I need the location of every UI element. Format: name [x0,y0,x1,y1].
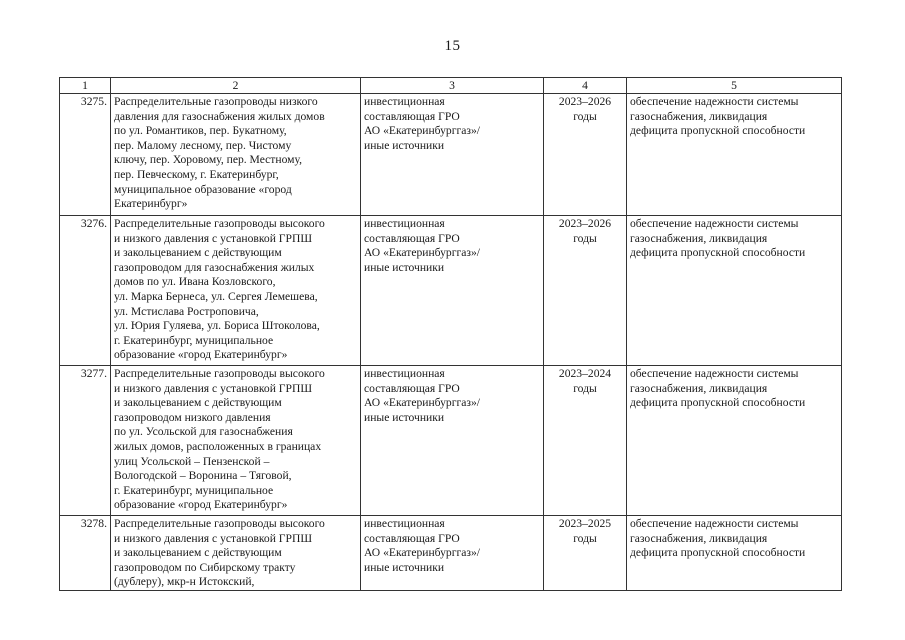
text-line: иные источники [364,410,445,424]
text-line: АО «Екатеринбурггаз»/ [364,396,480,410]
text-line: дефицита пропускной способности [630,396,806,410]
text-line: 2023–2024 [558,367,612,380]
table-header-row [60,78,842,94]
text-line: Екатеринбург» [114,197,188,211]
text-line: пер. Малому лесному, пер. Чистому [114,138,292,152]
text-line: и низкого давления с установкой ГРПШ [114,381,313,395]
text-line: ключу, пер. Хоровому, пер. Местному, [114,153,303,167]
text-line: образование «город Екатеринбург» [114,498,288,512]
text-line: газоснабжения, ликвидация [630,231,768,245]
text-line: обеспечение надежности системы [630,95,799,108]
row-number: 3277. [60,366,111,516]
text-line: Распределительные газопроводы низкого [114,95,318,108]
text-line: инвестиционная [364,217,445,230]
row-number: 3275. [60,94,111,216]
text-line: (дублеру), мкр-н Истокский, [114,575,255,589]
text-line: газопроводом для газоснабжения жилых [114,260,315,274]
text-line: инвестиционная [364,517,445,530]
text-line: по ул. Романтиков, пер. Букатному, [114,124,287,138]
text-line: дефицита пропускной способности [630,124,806,138]
period [544,366,627,516]
text-line: составляющая ГРО [364,381,460,395]
object-description [111,216,361,366]
text-line: пер. Певческому, г. Екатеринбург, [114,167,279,181]
text-line: ул. Марка Бернеса, ул. Сергея Лемешева, [114,289,318,303]
text-line: годы [573,231,597,245]
text-line: обеспечение надежности системы [630,217,799,230]
text-line: газопроводом низкого давления [114,410,271,424]
text-line: 2023–2025 [558,517,612,530]
text-line: и низкого давления с установкой ГРПШ [114,531,313,545]
text-line: газоснабжения, ликвидация [630,531,768,545]
text-line: Распределительные газопроводы высокого [114,517,325,530]
text-line: инвестиционная [364,95,445,108]
text-line: образование «город Екатеринбург» [114,348,288,362]
column-header: 4 [544,78,627,94]
period [544,516,627,591]
object-description [111,94,361,216]
purpose [627,366,842,516]
text-line: и низкого давления с установкой ГРПШ [114,231,313,245]
text-line: домов по ул. Ивана Козловского, [114,275,276,289]
text-line: газоснабжения, ликвидация [630,381,768,395]
text-line: составляющая ГРО [364,109,460,123]
table-row [60,516,842,591]
text-line: дефицита пропускной способности [630,246,806,260]
text-line: Вологодской – Воронина – Тяговой, [114,469,292,483]
text-line: улиц Усольской – Пензенской – [114,454,270,468]
text-line: АО «Екатеринбурггаз»/ [364,246,480,260]
funding-source [361,216,544,366]
purpose [627,94,842,216]
text-line: обеспечение надежности системы [630,367,799,380]
text-line: и закольцеванием с действующим [114,546,282,560]
text-line: г. Екатеринбург, муниципальное [114,333,274,347]
text-line: АО «Екатеринбурггаз»/ [364,124,480,138]
table-row [60,366,842,516]
text-line: обеспечение надежности системы [630,517,799,530]
object-description [111,366,361,516]
text-line: годы [573,381,597,395]
text-line: инвестиционная [364,367,445,380]
text-line: иные источники [364,560,445,574]
table-row [60,216,842,366]
text-line: составляющая ГРО [364,231,460,245]
funding-source [361,516,544,591]
text-line: АО «Екатеринбурггаз»/ [364,546,480,560]
text-line: иные источники [364,260,445,274]
text-line: Распределительные газопроводы высокого [114,217,325,230]
column-header: 5 [627,78,842,94]
column-header: 3 [361,78,544,94]
text-line: Распределительные газопроводы высокого [114,367,325,380]
row-number: 3276. [60,216,111,366]
column-header: 1 [60,78,111,94]
column-header: 2 [111,78,361,94]
text-line: иные источники [364,138,445,152]
text-line: ул. Юрия Гуляева, ул. Бориса Штоколова, [114,319,320,333]
funding-source [361,366,544,516]
text-line: г. Екатеринбург, муниципальное [114,483,274,497]
period [544,216,627,366]
text-line: муниципальное образование «город [114,182,292,196]
funding-source [361,94,544,216]
row-number: 3278. [60,516,111,591]
text-line: 2023–2026 [558,95,612,108]
text-line: и закольцеванием с действующим [114,396,282,410]
text-line: газоснабжения, ликвидация [630,109,768,123]
text-line: годы [573,531,597,545]
text-line: ул. Мстислава Ростроповича, [114,304,259,318]
text-line: жилых домов, расположенных в границах [114,439,322,453]
text-line: и закольцеванием с действующим [114,246,282,260]
text-line: годы [573,109,597,123]
text-line: по ул. Усольской для газоснабжения [114,425,293,439]
purpose [627,516,842,591]
measures-table [59,77,842,591]
text-line: давления для газоснабжения жилых домов [114,109,325,123]
object-description [111,516,361,591]
table-row [60,94,842,216]
text-line: дефицита пропускной способности [630,546,806,560]
text-line: составляющая ГРО [364,531,460,545]
text-line: 2023–2026 [558,217,612,230]
purpose [627,216,842,366]
text-line: газопроводом по Сибирскому тракту [114,560,296,574]
page-number: 15 [444,38,461,54]
period [544,94,627,216]
